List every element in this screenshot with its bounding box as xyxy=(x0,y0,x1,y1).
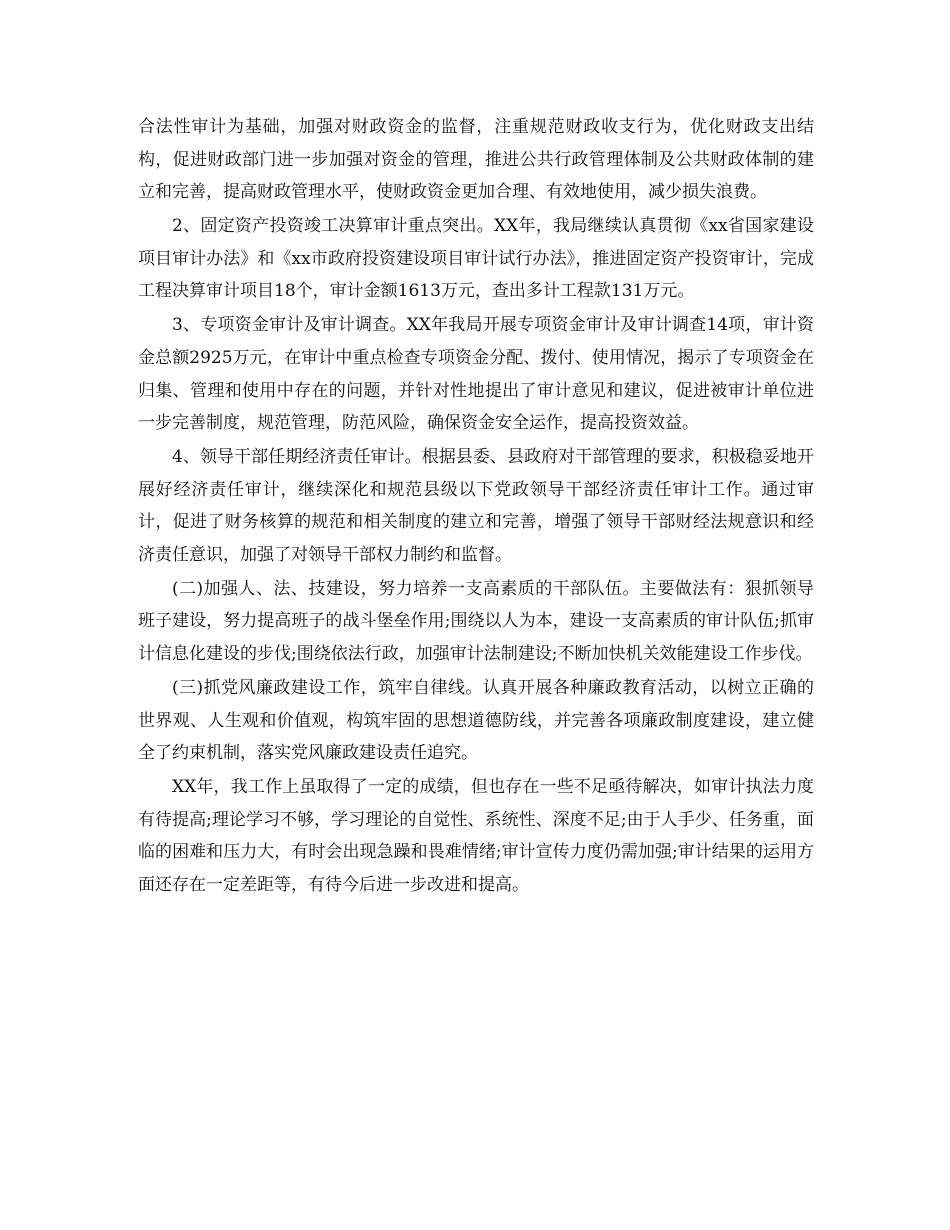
paragraph-2: 2、固定资产投资竣工决算审计重点突出。XX年，我局继续认真贯彻《xx省国家建设项目审计办法》和《xx市政府投资建设项目审计试行办法》，推进固定资产投资审计，完成工程决算审计项目18个，审计金额1613万元，查出多计工程款131万元。 xyxy=(138,216,814,302)
document-body xyxy=(138,111,814,903)
paragraph-7: XX年，我工作上虽取得了一定的成绩，但也存在一些不足亟待解决，如审计执法力度有待提高;理论学习不够，学习理论的自觉性、系统性、深度不足;由于人手少、任务重，面临的困难和压力大，有时会出现急躁和畏难情绪;审计宣传力度仍需加强;审计结果的运用方面还存在一定差距等，有待今后进一步改进和提高。 xyxy=(138,777,814,895)
paragraph-6: (三)抓党风廉政建设工作，筑牢自律线。认真开展各种廉政教育活动，以树立正确的世界观、人生观和价值观，构筑牢固的思想道德防线，并完善各项廉政制度建设，建立健全了约束机制，落实党风廉政建设责任追究。 xyxy=(138,678,814,764)
paragraph-4: 4、领导干部任期经济责任审计。根据县委、县政府对干部管理的要求，积极稳妥地开展好经济责任审计，继续深化和规范县级以下党政领导干部经济责任审计工作。通过审计，促进了财务核算的规范和相关制度的建立和完善，增强了领导干部财经法规意识和经济责任意识，加强了对领导干部权力制约和监督。 xyxy=(138,447,814,565)
paragraph-5: (二)加强人、法、技建设，努力培养一支高素质的干部队伍。主要做法有：狠抓领导班子建设，努力提高班子的战斗堡垒作用;围绕以人为本，建设一支高素质的审计队伍;抓审计信息化建设的步伐;围绕依法行政，加强审计法制建设;不断加快机关效能建设工作步伐。 xyxy=(138,578,814,665)
paragraph-1: 合法性审计为基础，加强对财政资金的监督，注重规范财政收支行为，优化财政支出结构，促进财政部门进一步加强对资金的管理，推进公共行政管理体制及公共财政体制的建立和完善，提高财政管理水平，使财政资金更加合理、有效地使用，减少损失浪费。 xyxy=(138,117,814,203)
paragraph-3: 3、专项资金审计及审计调查。XX年我局开展专项资金审计及审计调查14项，审计资金总额2925万元，在审计中重点检查专项资金分配、拨付、使用情况，揭示了专项资金在归集、管理和使用中存在的问题，并针对性地提出了审计意见和建议，促进被审计单位进一步完善制度，规范管理，防范风险，确保资金安全运作，提高投资效益。 xyxy=(138,315,814,434)
